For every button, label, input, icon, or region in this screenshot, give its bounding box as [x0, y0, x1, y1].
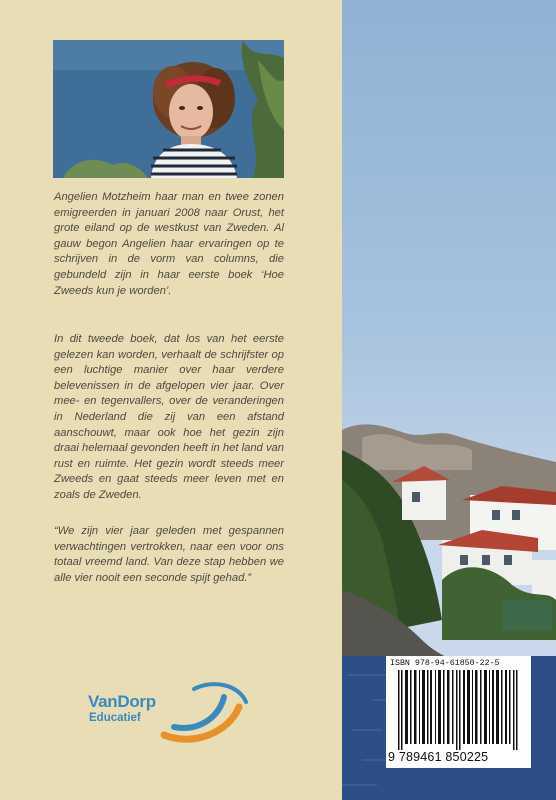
publisher-name: VanDorp [88, 692, 156, 711]
barcode-digits: 9 789461 850225 [388, 750, 489, 764]
author-photo [53, 40, 284, 178]
publisher-subtitle: Educatief [89, 712, 141, 724]
blurb-quote-paragraph: “We zijn vier jaar geleden met gespannen verwachtingen vertrokken, naar een voor ons totaal vreemd land. Van deze stap hebben we alle vier nooit een seconde spijt gehad.” [54, 525, 284, 584]
publisher-swirl-icon [154, 677, 254, 747]
blurb-paragraph-1: Angelien Motzheim haar man en twee zonen emigreerden in januari 2008 naar Orust, het grote eiland op de westkust van Zweden. Al gauw begon Angelien haar ervaringen op te schrijven in de vorm van columns, die gebundeld zijn in haar eerste boek ‘Hoe Zweeds kun je worden’. [54, 191, 284, 297]
isbn-barcode [386, 656, 531, 768]
publisher-logo [84, 677, 264, 747]
isbn-label: ISBN 978-94-61850-22-5 [390, 659, 500, 668]
author-portrait-icon [53, 40, 284, 178]
blurb-paragraph-2: In dit tweede boek, dat los van het eerste gelezen kan worden, verhaalt de schrijfster op een luchtige manier over haar verdere belevenissen in de afgelopen vier jaar. Over mee- en tegenvallers, over de veranderingen in Nederland die zij van een afstand aanschouwt, maar ook hoe het gezin zijn draai helemaal gevonden heeft in het land van rust en ruimte. Het gezin wordt steeds meer Zweeds en gaat steeds meer leven met en zoals de Zweden. [54, 333, 284, 501]
